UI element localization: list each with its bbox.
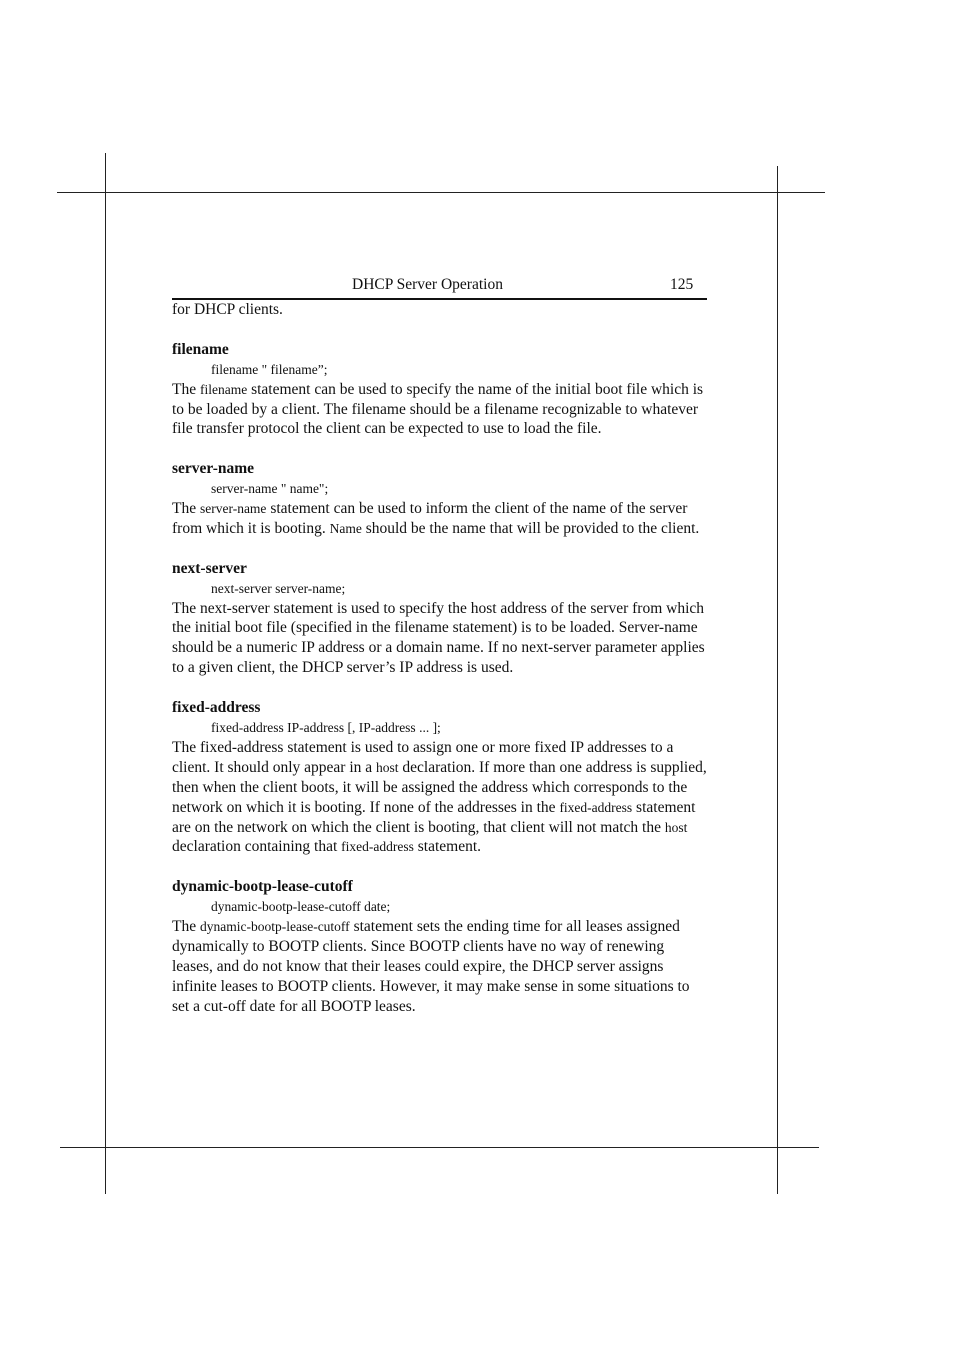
section-gap	[172, 539, 708, 559]
section-syntax: server-name " name";	[211, 481, 329, 497]
margin-line-right	[777, 192, 778, 1194]
section-body: The fixed-address statement is used to assign one or more fixed IP addresses to a client. It should only appear in a host declaration. If more than one address is supplied, then when the client boots, it will be assigned the address which corresponds to the network on which it is booting. If none of the addresses in the fixed-address statement are on the network on which the client is booting, that client will not match the host declaration containing that fixed-address statement.	[172, 738, 707, 856]
section-gap	[172, 857, 708, 877]
inline-keyword: host	[376, 759, 399, 775]
section-body: The dynamic-bootp-lease-cutoff statement sets the ending time for all leases assigned dynamically to BOOTP clients. Since BOOTP clients have no way of renewing leases, and do not know that their leases could expire, the DHCP server assigns infinite leases to BOOTP clients. However, it may make sense in some situations to set a cut-off date for all BOOTP leases.	[172, 918, 690, 1015]
inline-keyword: fixed-address	[341, 839, 414, 855]
crop-mark-bottom-rule	[60, 1147, 819, 1148]
inline-keyword: filename	[199, 381, 248, 397]
section-heading: fixed-address	[172, 699, 261, 717]
section-gap	[172, 678, 708, 698]
section-body: The next-server statement is used to specify the host address of the server from which the initial boot file (specified in the filename statement) is to be loaded. Server-name should be a numeric IP address or a domain name. If no next-server parameter applies to a given client, the DHCP server’s IP address is used.	[172, 599, 705, 677]
inline-keyword: dynamic-bootp-lease-cutoff	[199, 919, 350, 935]
section-heading: server-name	[172, 460, 255, 478]
crop-mark-top-rule	[105, 192, 825, 193]
section-syntax: next-server server-name;	[211, 580, 346, 596]
section-body: The server-name statement can be used to inform the client of the name of the server from which it is booting. Name should be the name that will be provided to the client.	[172, 500, 700, 537]
inline-keyword: Name	[329, 520, 362, 536]
section-body: The filename statement can be used to specify the name of the initial boot file which is to be loaded by a client. The filename should be a filename recognizable to whatever file transfer protocol the client can be expected to use to load the file.	[172, 380, 704, 438]
section-heading: dynamic-bootp-lease-cutoff	[172, 878, 353, 896]
section-syntax: fixed-address IP-address [, IP-address ... ];	[211, 719, 441, 735]
section-gap	[172, 320, 708, 340]
section-syntax: filename " filename”;	[211, 361, 328, 377]
section-syntax: dynamic-bootp-lease-cutoff date;	[211, 899, 391, 915]
inline-keyword: server-name	[199, 501, 267, 517]
sections-container	[172, 320, 708, 1017]
page-body	[172, 300, 708, 1017]
section-heading: next-server	[172, 559, 247, 577]
page-number: 125	[670, 276, 694, 293]
intro-text: for DHCP clients.	[172, 301, 283, 318]
margin-line-left	[105, 192, 106, 1194]
inline-keyword: fixed-address	[559, 799, 633, 815]
running-header-title: DHCP Server Operation	[352, 276, 503, 293]
inline-keyword: host	[664, 819, 688, 835]
section-heading: filename	[172, 340, 229, 358]
section-gap	[172, 439, 708, 459]
